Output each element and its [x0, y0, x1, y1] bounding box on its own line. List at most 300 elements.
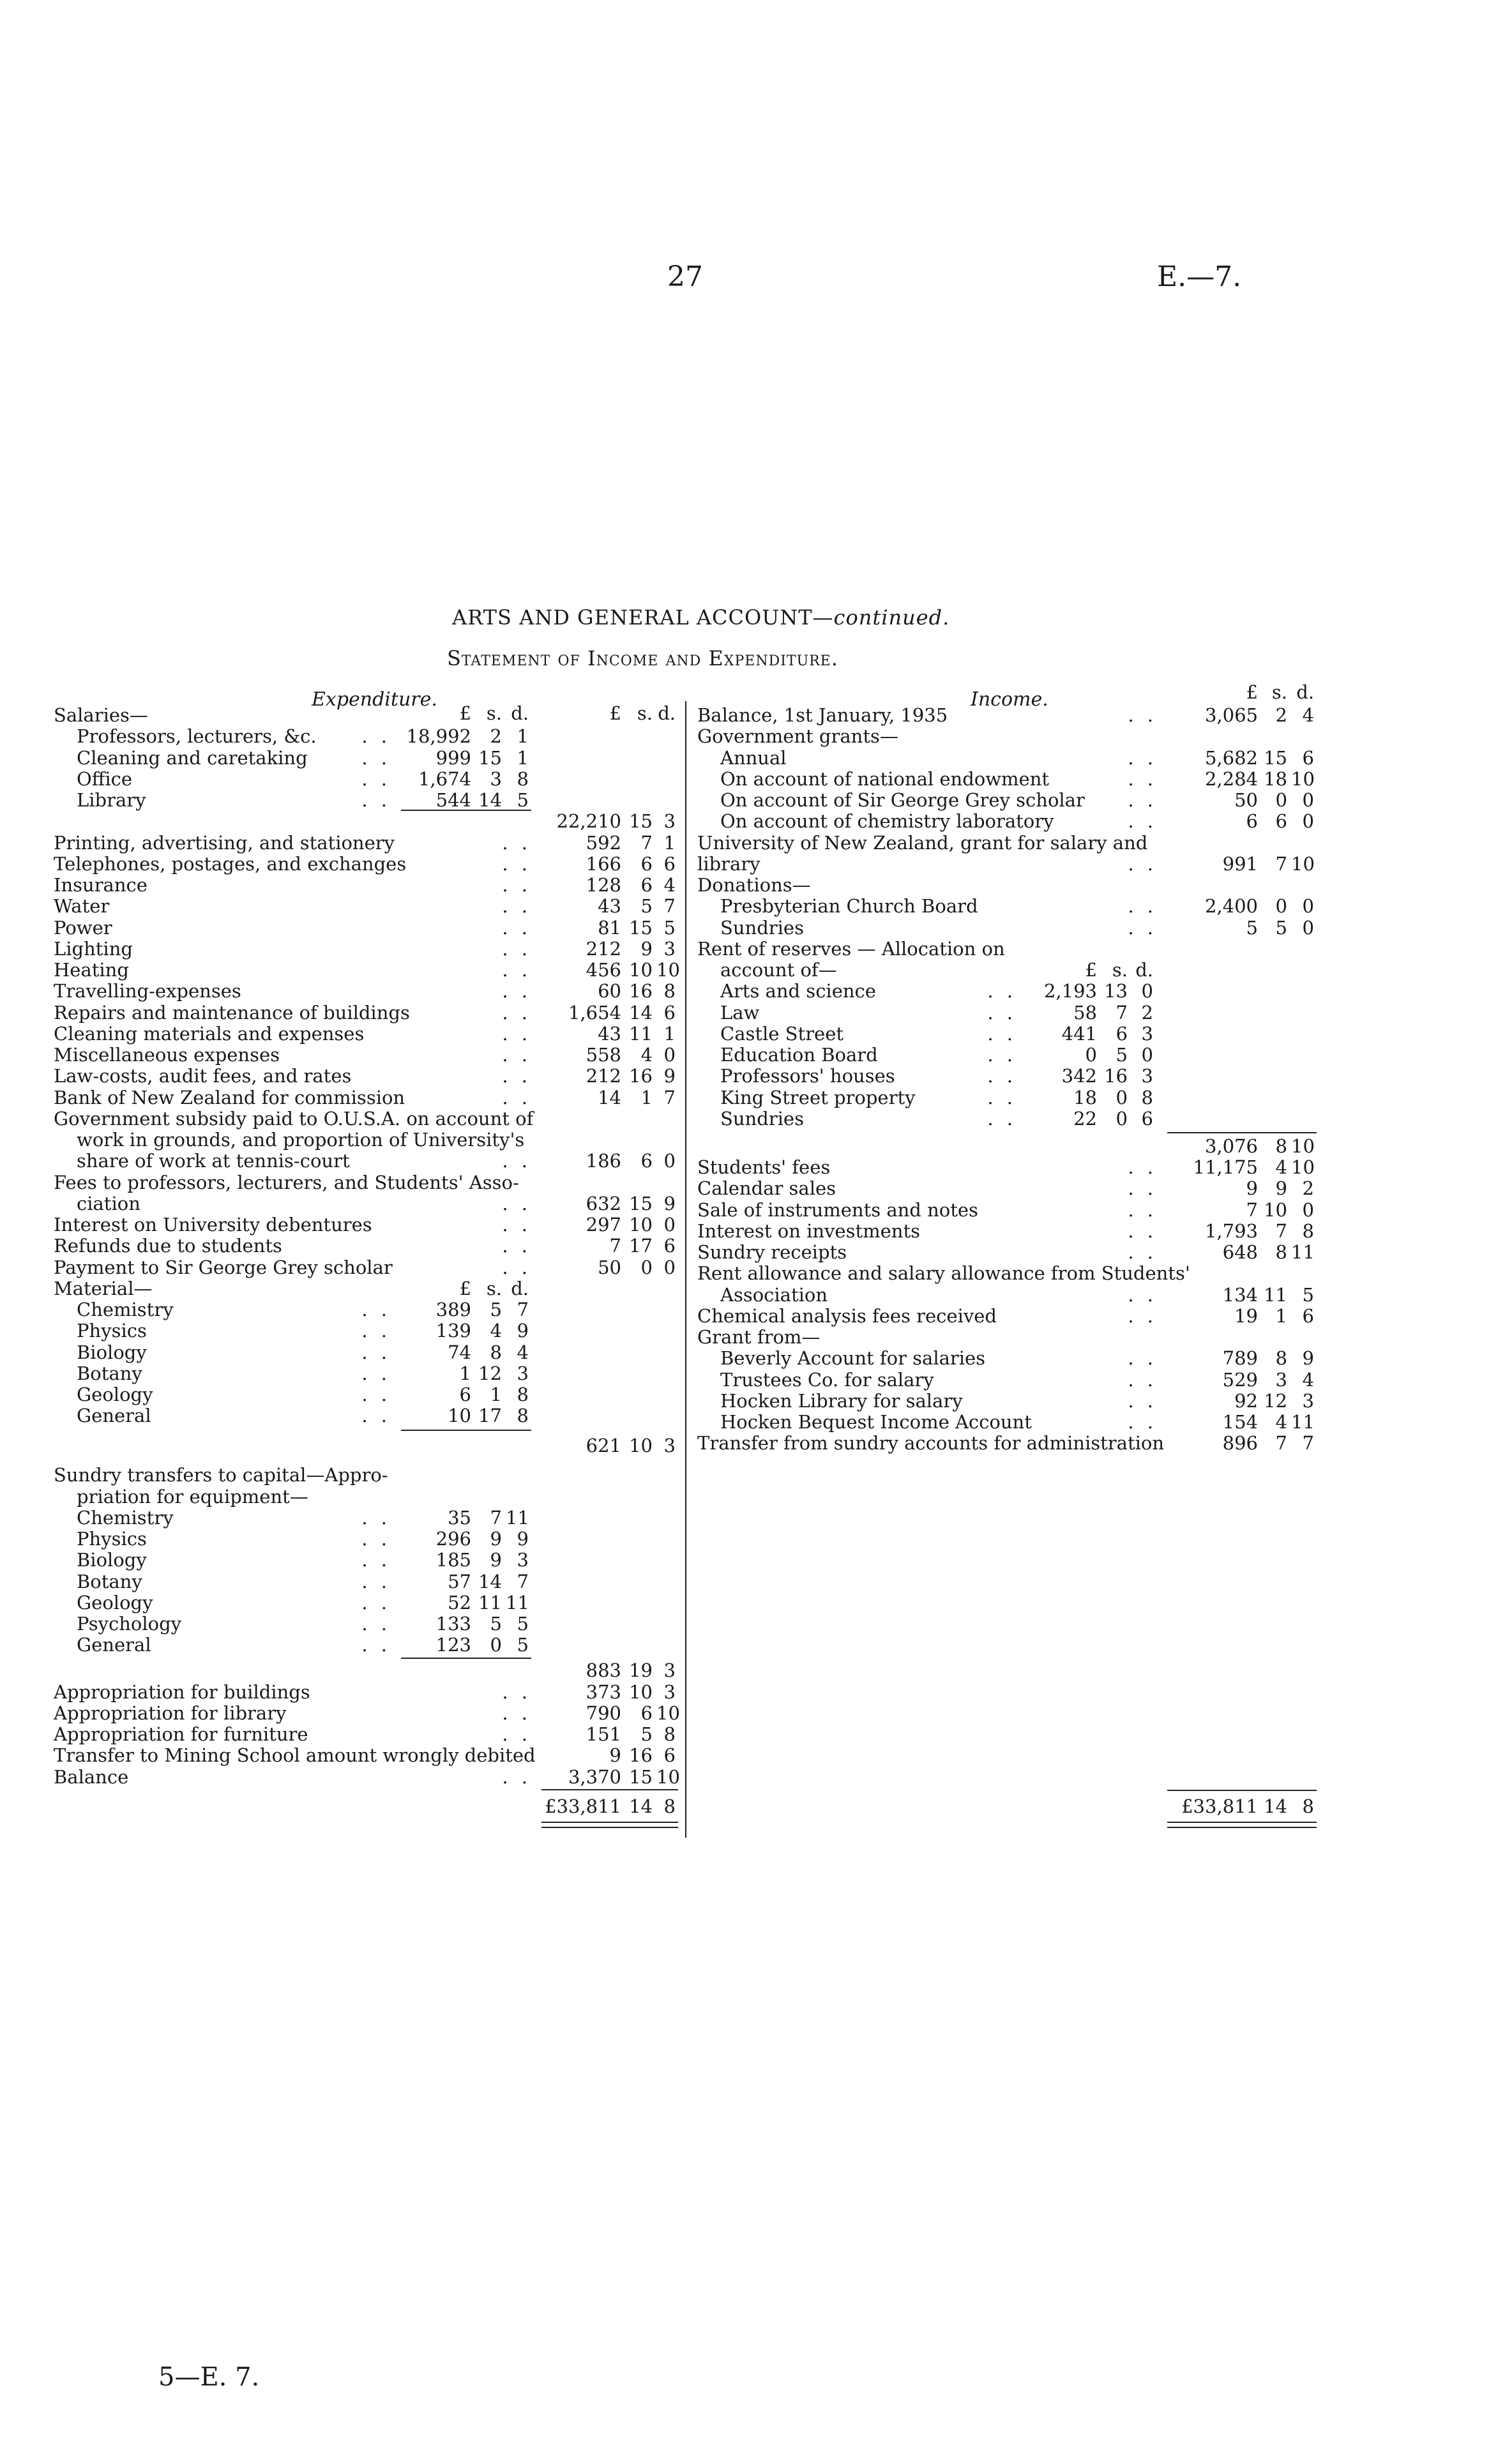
amount-shillings: 18: [1264, 767, 1287, 790]
amount-pence: 9: [517, 1528, 529, 1550]
amount-pounds: 6: [1246, 810, 1258, 833]
leader-dots: . .: [1128, 1389, 1157, 1412]
amount-pounds: 373: [586, 1681, 621, 1703]
amount-pence: 9: [517, 1320, 529, 1342]
rent-line: [697, 960, 1317, 981]
rent-row: [697, 1066, 1317, 1087]
total-rule: [541, 1822, 678, 1823]
row-label: Government grants—: [697, 725, 898, 748]
amount-pounds: 5,682: [1204, 746, 1258, 769]
amount-pounds: 0: [1085, 1044, 1097, 1066]
amount-pence: 1: [517, 746, 529, 769]
column-header: s.: [486, 1278, 502, 1299]
leader-dots: . .: [1128, 916, 1157, 939]
leader-dots: . .: [502, 1001, 531, 1024]
amount-pence: 10: [1291, 852, 1315, 875]
amount-shillings: 1: [640, 1086, 653, 1108]
salaries-heading: [54, 702, 678, 726]
row-label: Professors, lecturers, &c.: [77, 725, 317, 748]
rent-row: [697, 1002, 1317, 1024]
leader-dots: . .: [502, 1192, 531, 1214]
amount-pence: 7: [517, 1299, 529, 1320]
amount-pounds: 529: [1222, 1368, 1258, 1391]
total-rule: [1167, 1132, 1317, 1133]
amount-shillings: 11: [629, 1022, 653, 1045]
amount-pence: 6: [1302, 746, 1314, 769]
leader-dots: . .: [502, 1235, 531, 1257]
amount-pounds: 58: [1073, 1001, 1097, 1024]
amount-pence: 10: [1291, 1135, 1315, 1157]
amount-pounds: 3,076: [1204, 1135, 1258, 1157]
leader-dots: . .: [987, 1044, 1017, 1066]
amount-pounds: 50: [598, 1256, 621, 1278]
amount-shillings: 7: [1275, 852, 1287, 875]
row-label: Hocken Library for salary: [720, 1389, 963, 1412]
account-title: [452, 605, 949, 630]
column-header: d.: [658, 702, 676, 724]
rent-allowance-line: [697, 1263, 1317, 1284]
amount-shillings: 15: [1264, 746, 1287, 769]
income-balance: [697, 705, 1317, 726]
equipment-row: [54, 1529, 678, 1550]
salary-row: [54, 790, 678, 811]
row-label: Students' fees: [697, 1156, 831, 1179]
amount-pounds: 43: [598, 1022, 621, 1045]
row-label: Chemistry: [77, 1299, 174, 1320]
amount-pounds: 2,193: [1043, 980, 1097, 1002]
leader-dots: . .: [361, 1570, 391, 1592]
leader-dots: . .: [1128, 1411, 1157, 1433]
grant-row: [697, 748, 1317, 769]
row-label: General: [77, 1634, 151, 1656]
row-label: On account of Sir George Grey scholar: [720, 789, 1085, 811]
row-label: Sundries: [720, 1107, 804, 1130]
row-label: Appropriation for library: [54, 1702, 287, 1724]
amount-pounds: 43: [598, 895, 621, 918]
statement-title: Statement of Income and Expenditure.: [447, 646, 838, 670]
expenditure-row: [54, 1236, 678, 1257]
amount-pence: 11: [506, 1591, 529, 1614]
amount-shillings: 1: [490, 1384, 502, 1405]
amount-shillings: 15: [629, 810, 653, 833]
amount-pence: 5: [663, 916, 676, 939]
amount-pounds: 1,674: [418, 767, 471, 790]
leader-dots: . .: [361, 1528, 391, 1550]
subsidy-line: [54, 1151, 678, 1172]
amount-pence: 3: [663, 1681, 676, 1703]
leader-dots: . .: [361, 1320, 391, 1342]
amount-pence: 8: [517, 1405, 529, 1427]
row-label: Grant from—: [697, 1326, 821, 1349]
row-label: Sundry receipts: [697, 1241, 847, 1264]
amount-shillings: 16: [629, 1744, 653, 1767]
amount-shillings: 8: [490, 1341, 502, 1363]
row-label: Rent allowance and salary allowance from Students': [697, 1262, 1190, 1285]
expenditure-row: [54, 875, 678, 896]
leader-dots: . .: [987, 1107, 1017, 1130]
amount-pounds: 6: [459, 1384, 471, 1405]
amount-shillings: 3: [1275, 1368, 1287, 1391]
row-label: Water: [54, 895, 110, 918]
leader-dots: . .: [502, 831, 531, 854]
amount-pence: 10: [1291, 767, 1315, 790]
amount-pounds: 134: [1222, 1283, 1258, 1306]
row-label: Hocken Bequest Income Account: [720, 1411, 1032, 1433]
leader-dots: . .: [502, 1065, 531, 1087]
row-label: Education Board: [720, 1044, 878, 1066]
amount-pounds: 1,793: [1204, 1220, 1258, 1242]
total-rule: [541, 1827, 678, 1828]
amount-shillings: 7: [1275, 1220, 1287, 1242]
document-code: E.—7.: [1157, 261, 1242, 293]
amount-pence: 5: [517, 1613, 529, 1635]
page-number: 27: [667, 261, 703, 293]
amount-pounds: 139: [435, 1320, 471, 1342]
amount-pounds: 19: [1234, 1304, 1258, 1327]
amount-pence: 6: [663, 1001, 676, 1024]
amount-pounds: 92: [1234, 1389, 1258, 1412]
amount-pence: 5: [1302, 1283, 1314, 1306]
row-label: Printing, advertising, and stationery: [54, 831, 395, 854]
amount-pounds: 212: [586, 1065, 621, 1087]
leader-dots: . .: [502, 874, 531, 896]
leader-dots: . .: [502, 1086, 531, 1108]
row-label: King Street property: [720, 1086, 916, 1108]
amount-pounds: 22,210: [556, 810, 621, 833]
subsidy-line: [54, 1108, 678, 1130]
amount-pence: 3: [663, 1659, 676, 1682]
amount-pence: 7: [517, 1570, 529, 1592]
amount-shillings: 15: [478, 746, 502, 769]
leader-dots: . .: [361, 1362, 391, 1384]
leader-dots: . .: [502, 852, 531, 875]
column-header: d.: [1135, 959, 1153, 981]
row-label: account of—: [720, 959, 837, 981]
row-label: Chemistry: [77, 1506, 174, 1529]
amount-shillings: 0: [640, 1256, 653, 1278]
amount-pence: 4: [517, 1341, 529, 1363]
leader-dots: . .: [502, 1022, 531, 1045]
rent-total: [697, 1136, 1317, 1157]
amount-pence: 6: [663, 1235, 676, 1257]
amount-pence: 2: [1141, 1001, 1153, 1024]
column-header: £: [459, 702, 471, 724]
leader-dots: . .: [987, 980, 1017, 1002]
row-label: Beverly Account for salaries: [720, 1347, 986, 1370]
amount-pence: 0: [663, 1150, 676, 1172]
row-label: Library: [77, 789, 146, 811]
leader-dots: . .: [502, 895, 531, 918]
amount-pence: 3: [517, 1549, 529, 1571]
row-label: Insurance: [54, 874, 148, 896]
leader-dots: . .: [987, 1086, 1017, 1108]
amount-pence: 3: [663, 937, 676, 960]
amount-pounds: 648: [1222, 1241, 1258, 1264]
amount-pence: 6: [1141, 1107, 1153, 1130]
column-header: d.: [511, 1278, 529, 1299]
amount-shillings: 6: [640, 874, 653, 896]
amount-pounds: £33,811: [545, 1795, 621, 1818]
salaries-total: [54, 811, 678, 832]
amount-pence: 5: [517, 1634, 529, 1656]
material-row: [54, 1405, 678, 1426]
amount-pounds: 185: [435, 1549, 471, 1571]
amount-pounds: 9: [609, 1744, 621, 1767]
amount-pence: 6: [1302, 1304, 1314, 1327]
amount-shillings: 11: [1264, 1283, 1287, 1306]
column-header: s.: [486, 702, 502, 724]
row-label: Donations—: [697, 874, 811, 896]
equipment-row: [54, 1614, 678, 1635]
amount-shillings: 8: [1275, 1241, 1287, 1264]
leader-dots: . .: [1128, 746, 1157, 769]
expenditure-row: [54, 1724, 678, 1745]
account-title-continued: continued.: [833, 605, 950, 630]
account-title-main: ARTS AND GENERAL ACCOUNT—: [452, 605, 834, 630]
row-label: Interest on University debentures: [54, 1214, 372, 1236]
fees-line: [54, 1193, 678, 1214]
amount-pence: 0: [1141, 980, 1153, 1002]
amount-pence: 4: [1302, 704, 1314, 726]
leader-dots: . .: [987, 1022, 1017, 1045]
row-label: priation for equipment—: [77, 1485, 308, 1508]
amount-shillings: 7: [1275, 1432, 1287, 1455]
amount-shillings: 6: [640, 852, 653, 875]
amount-shillings: 11: [478, 1591, 502, 1614]
expenditure-row: [54, 918, 678, 939]
income-row: [697, 1306, 1317, 1327]
amount-pence: 9: [1302, 1347, 1314, 1370]
amount-pounds: 999: [435, 746, 471, 769]
row-label: Telephones, postages, and exchanges: [54, 852, 407, 875]
leader-dots: . .: [361, 1549, 391, 1571]
amount-shillings: 9: [490, 1549, 502, 1571]
row-label: Cleaning and caretaking: [77, 746, 308, 769]
expenditure-row: [54, 1045, 678, 1066]
amount-shillings: 1: [1275, 1304, 1287, 1327]
row-label: Travelling-expenses: [54, 980, 241, 1002]
equipment-row: [54, 1550, 678, 1571]
amount-shillings: 5: [1116, 1044, 1128, 1066]
row-label: Cleaning materials and expenses: [54, 1022, 365, 1045]
row-label: Salaries—: [54, 704, 148, 726]
donations-heading: [697, 875, 1317, 896]
column-header: s.: [1112, 959, 1128, 981]
amount-shillings: 6: [640, 1702, 653, 1724]
expenditure-row: [54, 960, 678, 981]
row-label: Biology: [77, 1549, 147, 1571]
government-grants-heading: [697, 726, 1317, 747]
amount-pounds: 7: [609, 1235, 621, 1257]
expenditure-row: [54, 1682, 678, 1703]
leader-dots: . .: [1128, 1241, 1157, 1264]
leader-dots: . .: [361, 767, 391, 790]
amount-shillings: 5: [490, 1613, 502, 1635]
amount-shillings: 14: [478, 789, 502, 811]
amount-pence: 9: [663, 1192, 676, 1214]
rent-row: [697, 1108, 1317, 1130]
leader-dots: . .: [502, 959, 531, 981]
row-label: Calendar sales: [697, 1177, 836, 1200]
row-label: Repairs and maintenance of buildings: [54, 1001, 410, 1024]
total-rule: [541, 1789, 678, 1790]
rent-row: [697, 1045, 1317, 1066]
amount-shillings: 10: [1264, 1198, 1287, 1221]
leader-dots: . .: [1128, 1198, 1157, 1221]
row-label: University of New Zealand, grant for salary and: [697, 831, 1148, 854]
amount-pounds: 11,175: [1193, 1156, 1258, 1179]
income-grand-total: [697, 1796, 1317, 1817]
amount-shillings: 17: [478, 1405, 502, 1427]
leader-dots: . .: [1128, 1283, 1157, 1306]
row-label: share of work at tennis-court: [77, 1150, 350, 1172]
amount-shillings: 0: [1116, 1107, 1128, 1130]
amount-pence: 10: [656, 959, 680, 981]
amount-shillings: 0: [1275, 789, 1287, 811]
amount-pounds: 14: [598, 1086, 621, 1108]
amount-pounds: 212: [586, 937, 621, 960]
leader-dots: . .: [1128, 767, 1157, 790]
amount-pounds: 81: [598, 916, 621, 939]
row-label: Presbyterian Church Board: [720, 895, 978, 918]
leader-dots: . .: [987, 1065, 1017, 1087]
expenditure-row: [54, 833, 678, 854]
expenditure-row: [54, 981, 678, 1002]
amount-shillings: 5: [490, 1299, 502, 1320]
expenditure-row: [54, 1024, 678, 1045]
amount-shillings: 13: [1104, 980, 1128, 1002]
equipment-total: [54, 1660, 678, 1681]
amount-pounds: 3,065: [1204, 704, 1258, 726]
amount-pence: 8: [663, 1795, 676, 1818]
amount-pounds: 896: [1222, 1432, 1258, 1455]
row-label: Chemical analysis fees received: [697, 1304, 997, 1327]
amount-pence: 8: [663, 980, 676, 1002]
column-header: s.: [1271, 681, 1287, 703]
amount-shillings: 10: [629, 1681, 653, 1703]
leader-dots: . .: [361, 725, 391, 748]
amount-pounds: 128: [586, 874, 621, 896]
row-label: Trustees Co. for salary: [720, 1368, 934, 1391]
leader-dots: . .: [1128, 1347, 1157, 1370]
amount-pence: 5: [517, 789, 529, 811]
amount-pence: 0: [663, 1044, 676, 1066]
amount-pounds: 441: [1061, 1022, 1097, 1045]
expenditure-row: [54, 939, 678, 960]
amount-pence: 7: [663, 1086, 676, 1108]
salary-row: [54, 769, 678, 790]
total-rule: [1167, 1827, 1317, 1828]
amount-shillings: 7: [1116, 1001, 1128, 1024]
amount-pence: 0: [1302, 1198, 1314, 1221]
leader-dots: . .: [1128, 1220, 1157, 1242]
expenditure-grand-total: [54, 1796, 678, 1817]
income-row: [697, 1242, 1317, 1263]
amount-shillings: 14: [629, 1001, 653, 1024]
row-label: Office: [77, 767, 133, 790]
amount-shillings: 0: [1116, 1086, 1128, 1108]
amount-pounds: 296: [435, 1528, 471, 1550]
amount-pence: 8: [1302, 1795, 1314, 1818]
leader-dots: . .: [502, 937, 531, 960]
expenditure-row: [54, 896, 678, 917]
amount-shillings: 0: [1275, 895, 1287, 918]
amount-pounds: 790: [586, 1702, 621, 1724]
sundry-transfers-line: [54, 1486, 678, 1508]
leader-dots: . .: [361, 1405, 391, 1427]
amount-shillings: 9: [490, 1528, 502, 1550]
expenditure-row: [54, 1087, 678, 1108]
leader-dots: . .: [1128, 895, 1157, 918]
row-label: Law-costs, audit fees, and rates: [54, 1065, 352, 1087]
total-rule: [401, 1430, 531, 1431]
column-header: s.: [637, 702, 653, 724]
row-label: Government subsidy paid to O.U.S.A. on account of: [54, 1107, 534, 1130]
amount-pence: 4: [663, 874, 676, 896]
grant-from-row: [697, 1391, 1317, 1412]
row-label: work in grounds, and proportion of University's: [77, 1129, 525, 1151]
expenditure-row: [54, 1703, 678, 1724]
amount-pounds: 166: [586, 852, 621, 875]
grant-row: [697, 790, 1317, 811]
amount-pence: 0: [1302, 895, 1314, 918]
salary-row: [54, 748, 678, 769]
leader-dots: . .: [502, 916, 531, 939]
amount-shillings: 10: [629, 1214, 653, 1236]
amount-pounds: 2,284: [1204, 767, 1258, 790]
row-label: Refunds due to students: [54, 1235, 282, 1257]
amount-pence: 1: [663, 1022, 676, 1045]
amount-pounds: 60: [598, 980, 621, 1002]
equipment-row: [54, 1508, 678, 1529]
amount-shillings: 7: [490, 1506, 502, 1529]
row-label: On account of national endowment: [720, 767, 1050, 790]
amount-shillings: 5: [640, 895, 653, 918]
row-label: Appropriation for furniture: [54, 1723, 308, 1745]
leader-dots: . .: [1128, 810, 1157, 833]
amount-pounds: 74: [448, 1341, 471, 1363]
amount-shillings: 6: [1116, 1022, 1128, 1045]
row-label: Law: [720, 1001, 760, 1024]
amount-pence: 8: [1141, 1086, 1153, 1108]
amount-shillings: 5: [1275, 916, 1287, 939]
amount-pence: 3: [517, 1362, 529, 1384]
column-header: d.: [511, 702, 529, 724]
row-label: Association: [720, 1283, 828, 1306]
subsidy-line: [54, 1130, 678, 1151]
leader-dots: . .: [502, 1214, 531, 1236]
expenditure-row: [54, 1066, 678, 1087]
leader-dots: . .: [502, 1044, 531, 1066]
material-row: [54, 1363, 678, 1384]
university-grant-line: [697, 833, 1317, 854]
amount-pounds: 186: [586, 1150, 621, 1172]
row-label: Castle Street: [720, 1022, 844, 1045]
material-row: [54, 1320, 678, 1342]
amount-shillings: 9: [640, 937, 653, 960]
row-label: library: [697, 852, 760, 875]
leader-dots: . .: [361, 1591, 391, 1614]
amount-pounds: 57: [448, 1570, 471, 1592]
fees-line: [54, 1172, 678, 1193]
leader-dots: . .: [361, 746, 391, 769]
income-row: [697, 1200, 1317, 1221]
amount-shillings: 16: [629, 1065, 653, 1087]
column-header: d.: [1296, 681, 1314, 703]
amount-shillings: 17: [629, 1235, 653, 1257]
leader-dots: . .: [502, 1681, 531, 1703]
leader-dots: . .: [1128, 704, 1157, 726]
